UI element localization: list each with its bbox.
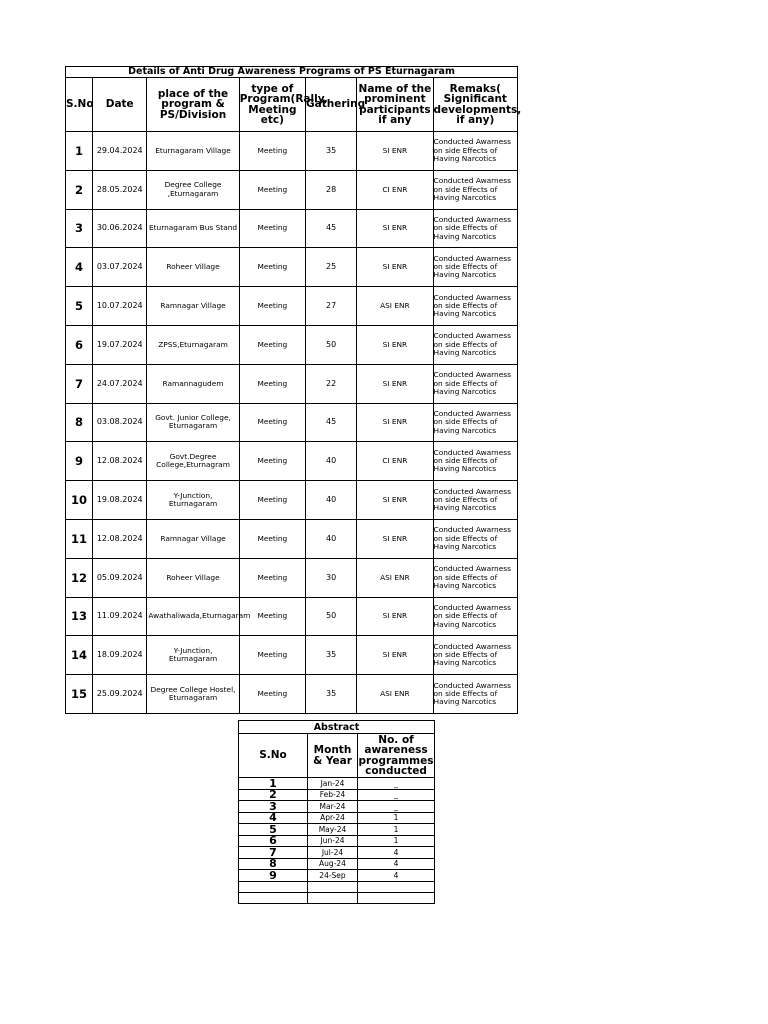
abstract-row-sno: 4 [239, 812, 308, 824]
row-type: Meeting [239, 597, 305, 636]
abstract-row-month: Jun-24 [308, 835, 358, 847]
table-row [66, 481, 518, 520]
row-place: Eturnagaram Bus Stand [147, 209, 239, 248]
row-date: 03.07.2024 [93, 248, 147, 287]
abstract-row-count: 1 [358, 835, 435, 847]
row-place: Ramnagar Village [147, 519, 239, 558]
row-type: Meeting [239, 287, 305, 326]
table-row [66, 597, 518, 636]
row-date: 18.09.2024 [93, 636, 147, 675]
row-sno: 14 [66, 636, 93, 675]
row-date: 28.05.2024 [93, 170, 147, 209]
row-participant: SI ENR [357, 209, 433, 248]
abstract-header-sno: S.No [239, 734, 308, 778]
row-type: Meeting [239, 132, 305, 171]
header-type: type of Program(Rally, Meeting etc) [239, 78, 305, 132]
abstract-row-sno: 6 [239, 835, 308, 847]
row-type: Meeting [239, 364, 305, 403]
table-row [66, 132, 518, 171]
row-date: 12.08.2024 [93, 519, 147, 558]
row-sno: 5 [66, 287, 93, 326]
row-participant: CI ENR [357, 442, 433, 481]
row-sno: 3 [66, 209, 93, 248]
abstract-header-count: No. of awareness programmes conducted [358, 733, 434, 777]
abstract-row-month: Mar-24 [308, 801, 358, 813]
abstract-row [239, 870, 435, 882]
abstract-row-month: Feb-24 [308, 789, 358, 801]
row-date: 30.06.2024 [93, 209, 147, 248]
row-remarks: Conducted Awarness on side Effects of Having Narcotics [433, 170, 517, 209]
table-row [66, 403, 518, 442]
abstract-empty-cell [239, 881, 308, 892]
row-participant: SI ENR [357, 325, 433, 364]
abstract-row-count: _ [358, 789, 435, 801]
row-type: Meeting [239, 519, 305, 558]
abstract-row [239, 824, 435, 836]
row-remarks: Conducted Awarness on side Effects of Having Narcotics [433, 403, 517, 442]
row-remarks: Conducted Awarness on side Effects of Having Narcotics [433, 287, 517, 326]
header-sno: S.No [66, 78, 93, 132]
abstract-row [239, 789, 435, 801]
abstract-row-sno: 8 [239, 858, 308, 870]
header-participants: Name of the prominent participants if any [357, 78, 433, 132]
row-place: Roheer Village [147, 248, 239, 287]
row-place: Ramannagudem [147, 364, 239, 403]
row-date: 05.09.2024 [93, 558, 147, 597]
abstract-row-count: _ [358, 801, 435, 813]
row-type: Meeting [239, 248, 305, 287]
header-remarks: Remaks( Significant developments, if any) [433, 78, 517, 132]
row-participant: SI ENR [357, 132, 433, 171]
abstract-row-month: Aug-24 [308, 858, 358, 870]
abstract-row-sno: 9 [239, 870, 308, 882]
row-remarks: Conducted Awarness on side Effects of Having Narcotics [433, 597, 517, 636]
row-date: 12.08.2024 [93, 442, 147, 481]
abstract-row-sno: 7 [239, 847, 308, 859]
row-participant: ASI ENR [357, 675, 433, 714]
abstract-row-sno: 5 [239, 824, 308, 836]
table-title: Details of Anti Drug Awareness Programs of PS Eturnagaram [66, 67, 518, 78]
row-remarks: Conducted Awarness on side Effects of Having Narcotics [433, 364, 517, 403]
abstract-header-month: Month & Year [308, 734, 358, 778]
row-gathering: 35 [306, 675, 357, 714]
abstract-row-month: Jan-24 [308, 778, 358, 790]
row-date: 19.08.2024 [93, 481, 147, 520]
row-gathering: 45 [306, 209, 357, 248]
abstract-empty-cell [358, 881, 435, 892]
row-remarks: Conducted Awarness on side Effects of Having Narcotics [433, 481, 517, 520]
row-date: 24.07.2024 [93, 364, 147, 403]
abstract-row-month: 24-Sep [308, 870, 358, 882]
header-gathering: Gathering [306, 78, 357, 132]
row-remarks: Conducted Awarness on side Effects of Having Narcotics [433, 442, 517, 481]
row-type: Meeting [239, 675, 305, 714]
row-gathering: 40 [306, 481, 357, 520]
row-place: Eturnagaram Village [147, 132, 239, 171]
abstract-row-count: 1 [358, 824, 435, 836]
row-place: Govt.Degree College,Eturnagram [147, 442, 239, 481]
row-sno: 11 [66, 519, 93, 558]
abstract-row-month: Apr-24 [308, 812, 358, 824]
row-type: Meeting [239, 442, 305, 481]
abstract-empty-cell [308, 881, 358, 892]
table-row [66, 248, 518, 287]
row-place: ZPSS,Eturnagaram [147, 325, 239, 364]
row-type: Meeting [239, 403, 305, 442]
row-date: 19.07.2024 [93, 325, 147, 364]
row-type: Meeting [239, 209, 305, 248]
row-sno: 12 [66, 558, 93, 597]
table-row [66, 170, 518, 209]
row-gathering: 35 [306, 132, 357, 171]
abstract-row [239, 801, 435, 813]
row-gathering: 40 [306, 519, 357, 558]
header-place: place of the program & PS/Division [147, 78, 239, 132]
row-remarks: Conducted Awarness on side Effects of Having Narcotics [433, 209, 517, 248]
row-remarks: Conducted Awarness on side Effects of Having Narcotics [433, 675, 517, 714]
row-participant: SI ENR [357, 597, 433, 636]
abstract-row-count: 4 [358, 847, 435, 859]
row-gathering: 40 [306, 442, 357, 481]
row-place: Degree College ,Eturnagaram [147, 170, 239, 209]
row-remarks: Conducted Awarness on side Effects of Having Narcotics [433, 248, 517, 287]
row-remarks: Conducted Awarness on side Effects of Having Narcotics [433, 132, 517, 171]
row-sno: 1 [66, 132, 93, 171]
row-sno: 7 [66, 364, 93, 403]
table-row [66, 209, 518, 248]
row-type: Meeting [239, 636, 305, 675]
table-row [66, 364, 518, 403]
abstract-row [239, 812, 435, 824]
row-remarks: Conducted Awarness on side Effects of Having Narcotics [433, 636, 517, 675]
abstract-empty-cell [358, 892, 435, 903]
row-participant: ASI ENR [357, 287, 433, 326]
abstract-row [239, 847, 435, 859]
row-sno: 15 [66, 675, 93, 714]
row-type: Meeting [239, 325, 305, 364]
table-row [66, 442, 518, 481]
abstract-empty-cell [239, 892, 308, 903]
row-date: 10.07.2024 [93, 287, 147, 326]
row-sno: 2 [66, 170, 93, 209]
abstract-title: Abstract [239, 721, 435, 734]
row-remarks: Conducted Awarness on side Effects of Having Narcotics [433, 325, 517, 364]
row-place: Y-Junction, Eturnagaram [147, 481, 239, 520]
abstract-row-month: Jul-24 [308, 847, 358, 859]
abstract-row-sno: 3 [239, 801, 308, 813]
abstract-row-count: _ [358, 778, 435, 790]
table-row [66, 519, 518, 558]
row-sno: 6 [66, 325, 93, 364]
row-type: Meeting [239, 481, 305, 520]
row-remarks: Conducted Awarness on side Effects of Having Narcotics [433, 519, 517, 558]
row-participant: SI ENR [357, 481, 433, 520]
row-participant: SI ENR [357, 403, 433, 442]
row-sno: 13 [66, 597, 93, 636]
row-gathering: 35 [306, 636, 357, 675]
row-gathering: 28 [306, 170, 357, 209]
row-date: 11.09.2024 [93, 597, 147, 636]
row-participant: CI ENR [357, 170, 433, 209]
row-gathering: 22 [306, 364, 357, 403]
row-date: 25.09.2024 [93, 675, 147, 714]
row-type: Meeting [239, 558, 305, 597]
row-participant: ASI ENR [357, 558, 433, 597]
abstract-empty-row [239, 881, 435, 892]
row-sno: 9 [66, 442, 93, 481]
row-participant: SI ENR [357, 364, 433, 403]
row-sno: 4 [66, 248, 93, 287]
row-gathering: 30 [306, 558, 357, 597]
abstract-row-count: 4 [358, 870, 435, 882]
table-row [66, 287, 518, 326]
row-gathering: 50 [306, 325, 357, 364]
abstract-row-sno: 1 [239, 778, 308, 790]
abstract-row-count: 1 [358, 812, 435, 824]
row-remarks: Conducted Awarness on side Effects of Having Narcotics [433, 558, 517, 597]
table-row [66, 636, 518, 675]
table-row [66, 325, 518, 364]
row-place: Awathaliwada,Eturnagaram [147, 597, 239, 636]
row-sno: 10 [66, 481, 93, 520]
abstract-row [239, 835, 435, 847]
abstract-row [239, 778, 435, 790]
row-type: Meeting [239, 170, 305, 209]
row-place: Govt. Junior College, Eturnagaram [147, 403, 239, 442]
abstract-empty-row [239, 892, 435, 903]
row-participant: SI ENR [357, 519, 433, 558]
row-gathering: 27 [306, 287, 357, 326]
row-place: Y-Junction, Eturnagaram [147, 636, 239, 675]
row-participant: SI ENR [357, 248, 433, 287]
row-place: Roheer Village [147, 558, 239, 597]
abstract-empty-cell [308, 892, 358, 903]
abstract-row-sno: 2 [239, 789, 308, 801]
row-sno: 8 [66, 403, 93, 442]
awareness-programs-table [65, 66, 522, 714]
row-place: Degree College Hostel, Eturnagaram [147, 675, 239, 714]
abstract-row-month: May-24 [308, 824, 358, 836]
abstract-row [239, 858, 435, 870]
row-place: Ramnagar Village [147, 287, 239, 326]
table-row [66, 675, 518, 714]
row-gathering: 25 [306, 248, 357, 287]
row-date: 03.08.2024 [93, 403, 147, 442]
row-participant: SI ENR [357, 636, 433, 675]
table-row [66, 558, 518, 597]
row-date: 29.04.2024 [93, 132, 147, 171]
abstract-table [238, 720, 435, 904]
abstract-row-count: 4 [358, 858, 435, 870]
row-gathering: 45 [306, 403, 357, 442]
row-gathering: 50 [306, 597, 357, 636]
header-date: Date [93, 78, 147, 132]
